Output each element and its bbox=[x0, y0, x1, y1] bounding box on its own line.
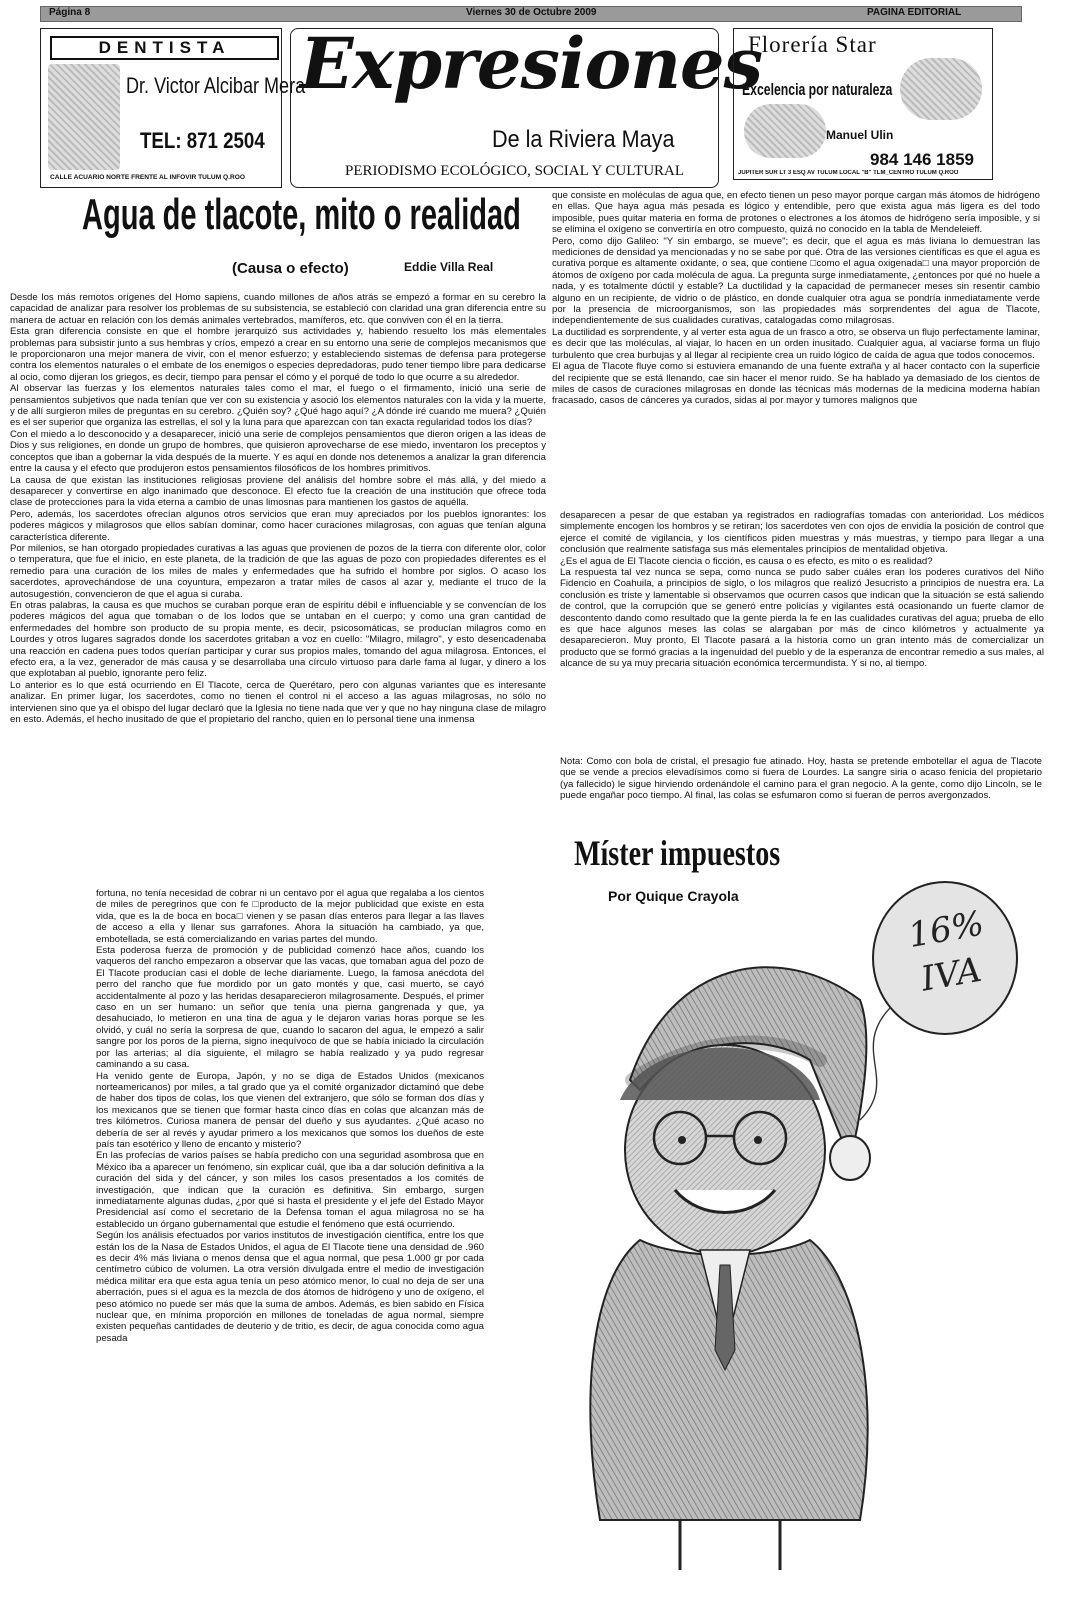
article-paragraph: fortuna, no tenía necesidad de cobrar ni un centavo por el agua que regalaba a los cientos de miles de peregrinos que con fe □producto de la mejor publicidad que existe en esta vida, que es la de boca en boca□ vienen y se pasan días enteros para llegar a las llaves de acceso a ella y llenar sus garrafones. Ahora la situación ha cambiado, ya que, embotellada, se está comercializando en varias partes del mundo. bbox=[96, 888, 484, 945]
article-paragraph: La ductilidad es sorprendente, y al verter esta agua de un frasco a otro, se observa un flujo perfectamente laminar, es decir que las moléculas, al viajar, lo hacen en un orden inusitado. Cualquier agua, al vaciarse forma un flujo turbulento que crea burbujas y al llegar al recipiente crea un ruido lógico de caída de agua que todos conocemos. bbox=[552, 326, 1040, 361]
dentist-phone: TEL: 871 2504 bbox=[140, 128, 265, 153]
masthead-tagline: PERIODISMO ECOLÓGICO, SOCIAL Y CULTURAL bbox=[345, 163, 685, 179]
article-paragraph: Al observar las fuerzas y los elementos naturales tales como el mar, el fuego o el firmamento, inició una serie de pensamientos subjetivos que nada tenían que ver con su existencia y asoció los elementos naturales con la vida y la muerte, y de allí surgieron miles de preguntas en su cerebro. ¿Quién soy? ¿Qué hago aquí? ¿A dónde iré cuando me muera? ¿Quién es el ser superior que organiza las estrellas, el sol y la luna para que aparezcan con tan exacta regularidad todos los días? bbox=[10, 383, 546, 429]
floreria-title: Florería Star bbox=[748, 32, 877, 57]
article-headline: Agua de tlacote, mito o realidad bbox=[82, 190, 521, 239]
article-paragraph: Con el miedo a lo desconocido y a desaparecer, inició una serie de complejos pensamientos que dieron origen a las ideas de Dios y sus religiones, en donde un grupo de hombres, que quisieron aprovecharse de ese miedo, inventaron los preceptos y conceptos que iban a gobernar la vida después de la muerte. Y es aquí en donde nos detenemos a analizar la gran diferencia entre la causa y el efecto que produjeron estos pensamientos filosóficos de los hombres primitivos. bbox=[10, 428, 546, 475]
article-paragraph: Esta poderosa fuerza de promoción y de publicidad comenzó hace años, cuando los vaqueros del rancho empezaron a observar que las vacas, que tomaban agua del pozo de El Tlacote producían casi el doble de leche diariamente. Luego, la famosa anécdota del perro del rancho que fue mordido por un gato montés y que, casi muerto, se cayó accidentalmente al pozo y las heridas desaparecieron milagrosamente. Después, el primer caso en un ser humano: un señor que tenía una pierna gangrenada y que, ya desahuciado, lo metieron en una tina de agua y le dejaron varias horas porque se les olvidó, y cuál no sería la sorpresa de que, cuando lo sacaron del agua, le empezó a salir sangre por los poros de la pierna, signo inequívoco de que se había iniciado la circulación por las arterias; al día siguiente, el milagro se había realizado y ya pudo regresar caminando a su casa. bbox=[96, 945, 484, 1071]
article-paragraph: Desde los más remotos orígenes del Homo sapiens, cuando millones de años atrás se empezó a formar en su cerebro la capacidad de analizar para resolver los problemas de su subsistencia, se estableció con claridad una gran diferencia entre su manera de actuar en relación con los demás animales vertebrados, mamíferos, etc. que conviven con él en la tierra. bbox=[10, 292, 546, 326]
article-paragraph: desaparecen a pesar de que estaban ya registrados en radiografías tomadas con anterioridad. Los médicos simplemente encogen los hombros y se retiran; los sacerdotes ven con ojos de envidia la posición de control que ejerce el comité de vigilancia, y los científicos piden muestras y más muestras, y tiempo para llegar a una conclusión que realmente satisfaga sus más elementales principios de mentalidad objetiva. bbox=[560, 510, 1044, 556]
article-paragraph: Lo anterior es lo que está ocurriendo en El Tlacote, cerca de Querétaro, pero con algunas variantes que es interesante analizar. En primer lugar, los sacerdotes, como no tienen el control ni el acceso a las aguas milagrosas, no sólo no intervienen sino que ya el obispo del lugar declaró que la Iglesia no tiene nada que ver y que no hay ninguna clase de milagro en esto. Además, el hecho inusitado de que el propietario del rancho, quien en lo personal tiene una inmensa bbox=[10, 679, 546, 726]
editor-note bbox=[560, 756, 1042, 822]
article-column-3 bbox=[552, 190, 1040, 508]
cartoon-illustration bbox=[560, 880, 1030, 1580]
issue-date: Viernes 30 de Octubre 2009 bbox=[466, 7, 597, 18]
dentist-name: Dr. Victor Alcibar Mera bbox=[126, 73, 306, 98]
masthead-subtitle: De la Riviera Maya bbox=[492, 126, 675, 153]
page-number: Página 8 bbox=[49, 7, 91, 18]
article-paragraph: Ha venido gente de Europa, Japón, y no se diga de Estados Unidos (mexicanos norteamericanos) por miles, a tal grado que ya el comité organizador dictaminó que debe de haber dos tipos de colas, los que vienen del extranjero, que sólo se forman dos días y los mexicanos que se tienen que formar hasta cinco días en colas que alcanzan más de tres kilómetros. Curiosa manera de pensar del dueño y sus ayudantes. ¿Qué acaso no debería de ser al revés y ayudar primero a los mexicanos que somos los dueños de este país tan esotérico y lleno de encanto y misterio? bbox=[96, 1070, 484, 1150]
cartoon-byline: Por Quique Crayola bbox=[608, 888, 739, 904]
floreria-slogan: Excelencia por naturaleza bbox=[742, 80, 893, 99]
floreria-address: JUPITER SUR LT 3 ESQ AV TULUM LOCAL "B" TLM_CENTRO TULUM Q.ROO bbox=[738, 170, 959, 176]
article-paragraph: El agua de Tlacote fluye como si estuviera emanando de una fuente extraña y al hacer contacto con la superficie del recipiente que se está llenando, cae sin hacer el menor ruido. Se ha hablado ya demasiado de los cientos de miles de casos de curaciones milagrosas en donde las técnicas más modernas de la medicina moderna habían fracasado, casos de cánceres ya curados, sidas al por mayor y tumores malignos que bbox=[552, 361, 1040, 407]
article-paragraph: La causa de que existan las instituciones religiosas proviene del análisis del hombre sobre el más allá, y del miedo a desaparecer y convertirse en algo inanimado que desconoce. El efecto fue la creación de una institución que ofrece toda clase de protecciones para la vida eterna a cambio de unas limosnas para mantienen los gastos de aquélla. bbox=[10, 474, 546, 509]
dentist-photo bbox=[48, 64, 120, 170]
editor-note-text: Nota: Como con bola de cristal, el presagio fue atinado. Hoy, hasta se pretende embotellar el agua de Tlacote que se vende a precios elevadísimos como si fuera de Lourdes. La sangre siria o acaso fenicia del propietario (ya fallecido) le sigue hirviendo ordenándole el camino para el gran negocio. A la gente, como dijo Lincoln, se le puede engañar poco tiempo. Al final, las colas se esfumaron como si fueran de perros avergonzados. bbox=[560, 756, 1042, 802]
balloon-text-2: IVA bbox=[918, 949, 985, 1000]
masthead-title: Expresiones bbox=[300, 22, 762, 105]
article-column-3b bbox=[560, 510, 1044, 740]
article-subhead: (Causa o efecto) bbox=[232, 260, 349, 277]
article-column-1 bbox=[10, 292, 546, 886]
article-paragraph: que consiste en moléculas de agua que, en efecto tienen un peso mayor porque cargan más átomos de hidrógeno en ellas. Que haya agua más pesada es lógico y entendible, pero que exista agua más ligera es del todo imposible, pues quitar materia en forma de protones o electrones a los átomos de hidrógeno sería imposible, y si se elimina el oxígeno se convertiría en otro compuesto, quizá no conocido en la tabla de Mendeleieff. bbox=[552, 190, 1040, 236]
flower-image bbox=[744, 104, 826, 158]
cartoon-title: Míster impuestos bbox=[574, 833, 781, 873]
dentist-ad-title: DENTISTA bbox=[50, 36, 279, 60]
article-paragraph: Pero, además, los sacerdotes ofrecían algunos otros servicios que eran muy apreciados por los pueblos ignorantes: los poderes mágicos y milagrosos que ellos sabían dominar, como hacer curaciones milagrosas, con aguas que tenían alguna característica diferente. bbox=[10, 508, 546, 543]
article-paragraph: Por milenios, se han otorgado propiedades curativas a las aguas que provienen de pozos de la tierra con diferente olor, color o temperatura, que fue el inicio, en este planeta, de la tradición de que las aguas de pozo con propiedades diferentes es el remedio para una curación de los miles de males y enfermedades que ha sufrido el hombre por siglos. O acaso los sacerdotes, aprovechándose de una coyuntura, empezaron a tratar miles de casos al azar y, mediante el truco de la autosugestión, convencieron de que el agua si curaba. bbox=[10, 542, 546, 600]
dentist-address: CALLE ACUARIO NORTE FRENTE AL INFOVIR TULUM Q.ROO bbox=[50, 174, 245, 181]
article-paragraph: En otras palabras, la causa es que muchos se curaban porque eran de espíritu débil e influenciable y se convencían de los poderes mágicos del agua que tomaban o de los lodos que se untaban en el cuerpo; y como una gran cantidad de enfermedades del hombre son producto de su propia mente, es decir, psicosomáticas, se producían milagros como en Lourdes y otros lugares sagrados donde los sacerdotes gritaban a voz en cuello: "Milagro, milagro", y esto desencadenaba una reacción en cadena pues todos querían participar y curar sus propios males, tomando del agua milagrosa. Entonces, el efecto era, a la vez, generador de más causa y se desarrollaba una círculo virtuoso para darle fama al lugar, y dinero a los que explotaban al pueblo, ignorante pero feliz. bbox=[10, 599, 546, 680]
flower-bouquet-image bbox=[900, 58, 982, 120]
article-paragraph: En las profecías de varios países se había predicho con una seguridad asombrosa que en México iba a aparecer un fenómeno, sin explicar cuál, que iba a dar solución definitiva a la curación del sida y del cáncer, y son miles los casos presentados a los comités de investigación, que indican que la curación es definitiva. Sin embargo, surgen inmediatamente algunas dudas, ¿por qué si hasta el presidente y el jefe del Estado Mayor Presidencial así como el secretario de la Defensa toman el agua milagrosa no se ha establecido un órgano gubernamental que estudie el fenómeno que está ocurriendo. bbox=[96, 1150, 484, 1230]
page-header-bar bbox=[40, 6, 1022, 22]
article-paragraph: Según los análisis efectuados por varios institutos de investigación científica, entre los que están los de la Nasa de Estados Unidos, el agua de El Tlacote tiene una densidad de .960 es decir 4% más liviana o menos densa que el agua normal, que pesa 1.000 gr por cada centímetro cúbico de volumen. La otra versión divulgada entre el medio de investigación médica militar era que esta agua tenía un peso atómico menor, lo cual no deja de ser una aberración, pues si el agua es la mezcla de dos átomos de hidrógeno y uno de oxígeno, el peso atómico no puede ser más que la suma de ambos. Además, es bien sabido en Física nuclear que, en mínima proporción en millones de toneladas de agua normal, siempre existen pequeñas cantidades de deuterio y de tritio, es decir, de agua conocida como agua pesada bbox=[96, 1230, 484, 1344]
article-column-2 bbox=[96, 888, 484, 1588]
balloon-text-1: 16% bbox=[905, 903, 987, 957]
article-paragraph: Esta gran diferencia consiste en que el hombre jerarquizó sus actividades y, habiendo resuelto los más elementales problemas para subsistir junto a sus hembras y críos, empezó a crear en su entorno una serie de complejos mecanismos que le proporcionaron una mejor manera de vivir, con el menor esfuerzo; y estableciendo sistemas de defensa para protegerse contra los elementos naturales o el embate de los enemigos o especies depredadoras, pudo tener tiempo libre para dedicarse al ocio, como dijeran los griegos, es decir, tiempo para pensar el cómo y el porqué de todo lo que ocurre a su alrededor. bbox=[10, 326, 546, 383]
floreria-phone: 984 146 1859 bbox=[870, 150, 974, 169]
article-paragraph: Pero, como dijo Galileo: "Y sin embargo, se mueve"; es decir, que el agua es más liviana lo demuestran las mediciones de densidad ya mencionadas y no se sabe por qué. Otra de las versiones científicas es que el agua es curativa porque es altamente oxidante, o sea, que contiene □como el agua oxigenada□ una mayor proporción de átomos de oxígeno por cada molécula de agua. La pregunta surge inmediatamente, ¿entonces por qué no huele a nada, y es totalmente dúctil y estable? La ductilidad y la capacidad de permanecer meses sin resentir cambio alguno en un recipiente, de vidrio o de plástico, en donde cualquier otra agua se pondría inmediatamente verde por la presencia de microorganismos, son las propiedades más sorprendentes del agua de Tlacote, independientemente de sus cualidades curativas, catalogadas como milagrosas. bbox=[552, 235, 1040, 327]
legs bbox=[680, 1520, 780, 1570]
article-author: Eddie Villa Real bbox=[404, 260, 494, 274]
hat-pompom bbox=[830, 1136, 870, 1180]
floreria-owner: Manuel Ulin bbox=[826, 128, 894, 142]
article-paragraph: ¿Es el agua de El Tlacote ciencia o ficción, es causa o es efecto, es mito o es realidad? bbox=[560, 555, 933, 567]
section-name: PAGINA EDITORIAL bbox=[867, 7, 962, 18]
article-paragraph: La respuesta tal vez nunca se sepa, como nunca se pudo saber cuáles eran los poderes curativos del Niño Fidencio en Coahuila, a principios de siglo, o los milagros que realizó Jesucristo a principios de nuestra era. La conclusión es triste y lamentable si observamos que ocurren casos que indican que la situación se está saliendo de control, que la corrupción que se generó entre policías y vigilantes está ocasionando un fuerte clamor de descontento dando como resultado que la gente pierda la fe en las cualidades curativas del agua; prueba de ello es que hace algunos meses las colas se alargaban por más de cinco kilómetros y actualmente ya desaparecieron. Muy pronto, El Tlacote pasará a la historia como un gran intento más de comercializar un producto que se formó gracias a la ingenuidad del pueblo y de la esperanza de encontrar remedio a sus males, al alcance de su ya muy precaria situación económica tercermundista. Y si no, al tiempo. bbox=[560, 567, 1044, 670]
